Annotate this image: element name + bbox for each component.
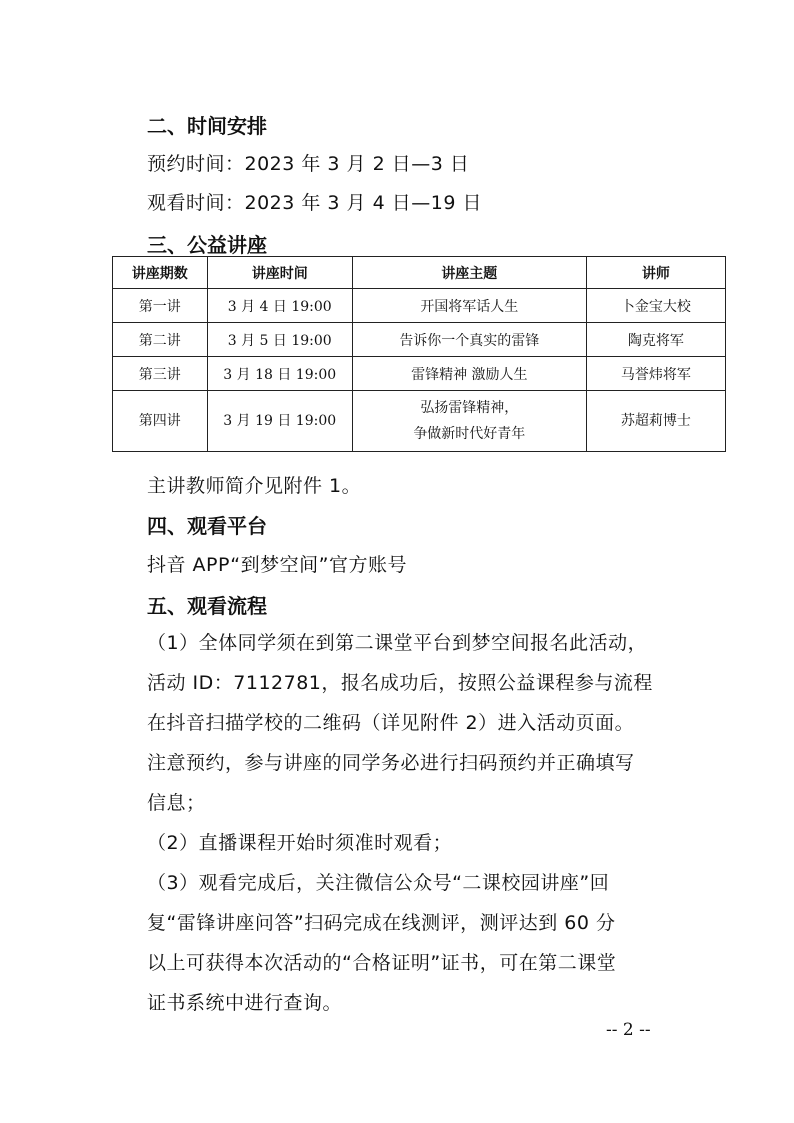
page-number: -- 2 -- xyxy=(606,1020,651,1040)
process-line: （3）观看完成后，关注微信公众号“二课校园讲座”回 xyxy=(147,872,610,894)
table-row xyxy=(113,391,726,452)
section-heading-lectures: 三、公益讲座 xyxy=(147,233,267,257)
process-line: 活动 ID：7112781，报名成功后，按照公益课程参与流程 xyxy=(147,672,653,694)
cell-period: 第三讲 xyxy=(113,357,208,391)
cell-speaker: 苏超莉博士 xyxy=(586,391,725,452)
process-line: 注意预约，参与讲座的同学务必进行扫码预约并正确填写 xyxy=(147,752,635,774)
cell-time: 3 月 19 日 19:00 xyxy=(207,391,352,452)
cell-topic: 开国将军话人生 xyxy=(352,289,586,323)
process-line: （2）直播课程开始时须准时观看； xyxy=(147,832,453,854)
cell-time: 3 月 5 日 19:00 xyxy=(207,323,352,357)
col-header-period: 讲座期数 xyxy=(113,257,208,289)
table-row xyxy=(113,357,726,391)
lecture-table xyxy=(112,256,726,452)
cell-time: 3 月 18 日 19:00 xyxy=(207,357,352,391)
cell-period: 第一讲 xyxy=(113,289,208,323)
viewing-time: 观看时间：2023 年 3 月 4 日—19 日 xyxy=(147,192,482,214)
cell-topic-line: 争做新时代好青年 xyxy=(413,426,526,442)
speaker-bio-note: 主讲教师简介见附件 1。 xyxy=(147,475,362,497)
cell-speaker: 陶克将军 xyxy=(586,323,725,357)
cell-topic: 告诉你一个真实的雷锋 xyxy=(352,323,586,357)
table-row xyxy=(113,289,726,323)
cell-time: 3 月 4 日 19:00 xyxy=(207,289,352,323)
booking-time: 预约时间：2023 年 3 月 2 日—3 日 xyxy=(147,153,470,175)
process-line: （1）全体同学须在到第二课堂平台到梦空间报名此活动， xyxy=(147,632,648,654)
col-header-time: 讲座时间 xyxy=(207,257,352,289)
process-line: 在抖音扫描学校的二维码（详见附件 2）进入活动页面。 xyxy=(147,712,635,734)
section-heading-schedule: 二、时间安排 xyxy=(147,114,267,138)
process-line: 复“雷锋讲座问答”扫码完成在线测评，测评达到 60 分 xyxy=(147,912,616,934)
table-header-row xyxy=(113,257,726,289)
col-header-topic: 讲座主题 xyxy=(352,257,586,289)
process-line: 证书系统中进行查询。 xyxy=(147,992,343,1014)
cell-topic-line: 弘扬雷锋精神， xyxy=(420,400,519,416)
cell-speaker: 卜金宝大校 xyxy=(586,289,725,323)
process-line: 信息； xyxy=(147,792,206,814)
table-row xyxy=(113,323,726,357)
cell-period: 第四讲 xyxy=(113,391,208,452)
cell-speaker: 马誉炜将军 xyxy=(586,357,725,391)
cell-period: 第二讲 xyxy=(113,323,208,357)
cell-topic xyxy=(352,391,586,452)
process-line: 以上可获得本次活动的“合格证明”证书，可在第二课堂 xyxy=(147,952,617,974)
platform-text: 抖音 APP“到梦空间”官方账号 xyxy=(147,554,407,576)
section-heading-process: 五、观看流程 xyxy=(147,594,267,618)
section-heading-platform: 四、观看平台 xyxy=(147,514,267,538)
col-header-speaker: 讲师 xyxy=(586,257,725,289)
cell-topic: 雷锋精神 激励人生 xyxy=(352,357,586,391)
